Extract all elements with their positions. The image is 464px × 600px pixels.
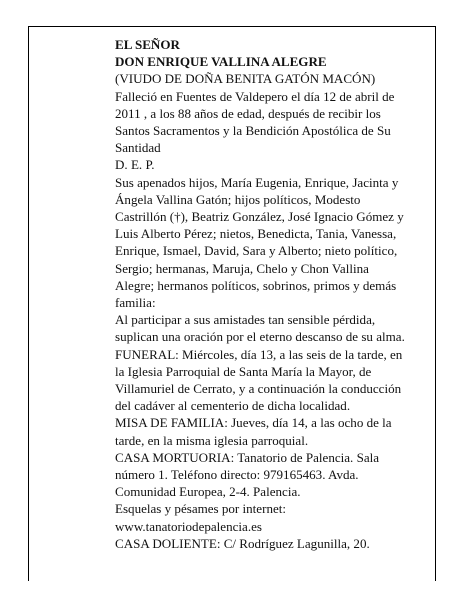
notice-title: EL SEÑOR: [115, 37, 180, 52]
death-paragraph: Falleció en Fuentes de Valdepero el día 12 de abril de 2011 , a los 88 años de edad, después de recibir los Santos Sacramentos y la Bendición Apostólica de Su Santidad: [115, 88, 395, 156]
obituary-notice: [115, 36, 410, 552]
widower-line: (VIUDO DE DOÑA BENITA GATÓN MACÓN): [115, 71, 376, 87]
mortuary-paragraph: CASA MORTUORIA: Tanatorio de Palencia. Sala número 1. Teléfono directo: 979165463. Avda. Comunidad Europea, 2-4. Palencia.: [115, 449, 380, 500]
deceased-name: DON ENRIQUE VALLINA ALEGRE: [115, 54, 327, 70]
dep-line: D. E. P.: [115, 157, 155, 173]
website-link[interactable]: www.tanatoriodepalencia.es: [115, 518, 262, 534]
mourning-house-line: CASA DOLIENTE: C/ Rodríguez Lagunilla, 20.: [115, 535, 370, 551]
condolences-line: Esquelas y pésames por internet:: [115, 501, 287, 517]
request-paragraph: Al participar a sus amistades tan sensible pérdida, suplican una oración por el eterno descanso de su alma.: [115, 312, 405, 345]
family-mass-paragraph: MISA DE FAMILIA: Jueves, día 14, a las ocho de la tarde, en la misma iglesia parroquial.: [115, 415, 392, 448]
funeral-paragraph: FUNERAL: Miércoles, día 13, a las seis de la tarde, en la Iglesia Parroquial de Santa María la Mayor, de Villamuriel de Cerrato, y a continuación la conducción del cadáver al cementerio de dicha localidad.: [115, 346, 403, 414]
family-paragraph: Sus apenados hijos, María Eugenia, Enrique, Jacinta y Ángela Vallina Gatón; hijos políticos, Modesto Castrillón (†), Beatriz González, José Ignacio Gómez y Luis Alberto Pérez; nietos, Benedicta, Tania, Vanessa, Enrique, Ismael, David, Sara y Alberto; nieto político, Sergio; hermanas, Maruja, Chelo y Chon Vallina Alegre; hermanos políticos, sobrinos, primos y demás familia:: [115, 174, 404, 311]
